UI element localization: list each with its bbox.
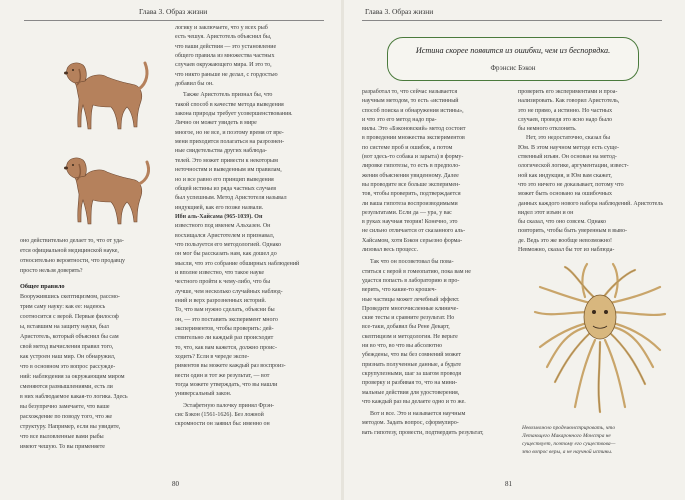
text-line: общего правила из множества частных [175,53,275,60]
text-line: Вот и все. Это и называется научным [370,411,466,418]
text-line: но и все равно его принцип выведения [175,176,274,183]
text-line: сис Бэкон (1561-1626). Без ложной [175,412,264,419]
text-line: то, что, как вам кажется, должно проис- [175,344,277,351]
left-column-2 [175,24,325,430]
text-line: что это ничего не доказывает, потому что [518,181,624,188]
text-line: нализировать. Как говорил Аристотель, [518,98,620,105]
text-line: он, — это поставить эксперимент много [175,316,278,323]
text-line: мальные действия для удостоверения, [362,389,460,396]
caption-line: Невозможно продемонстрировать, что [522,425,616,431]
text-line: ний: наблюдения за окружающим миром [20,374,125,380]
text-line: относительно вероятности, что продавцу [20,258,125,264]
spaghetti-monster-illustration [525,262,675,417]
text-line: не сильно отличается от сказанного аль- [362,228,466,235]
text-line: Эстафетную палочку принял Фрэн- [183,402,275,409]
text-line: добавил бы он. [175,81,214,88]
text-line: тогда можете утверждать, что вы нашли [175,382,278,389]
text-line: логику и заключаете, что у всех рыб [175,25,268,31]
text-line: был успешным. Метод Аристотеля называл [175,195,287,202]
caption-line: это вопрос веры, а не научной истины. [522,449,613,455]
quote-author: Фрэнсис Бэкон [490,64,536,72]
text-line: тов, чтобы проверить, подтверждается [362,191,461,198]
text-line: и что это его метод надо пра- [362,116,437,123]
text-line: он мог бы рассказать нам, как дошел до [175,251,277,258]
left-column-1 [20,236,158,452]
text-line: телей. Это может привести к некоторым [175,157,278,164]
text-line: как устроен наш мир. Он обнаружил, [20,354,116,360]
text-line: в руках научная теория! Конечно, это [362,219,458,226]
text-line: мысли, что это собрание обширных наблюдений [175,260,300,267]
text-line: скромности он заявил бы: именно он [175,421,270,428]
caption-line: существует, поэтому его существова— [522,441,616,447]
text-line: ститься с верой в гомеопатию, пока вам не [362,268,471,275]
right-running-head: Глава 3. Образ жизни [365,7,434,16]
text-line: случаев окружающего мира. И это то, [175,62,272,69]
text-line: вы безупречно замечаете, что ваше [20,404,110,410]
text-line: ные свидетельства других наблюда- [175,148,267,155]
text-line: и вполне известно, что такое науке [175,269,264,276]
text-line: ений и верх разрозненных историй. [175,297,267,304]
text-line: способ поиска и обнаружения истины», [362,107,464,114]
text-line: проверку и разбивая то, что на мини- [362,380,458,387]
text-line: индукцией, как его позже назвали. [175,204,264,211]
text-line: что пользуется его методологией. Однако [175,241,281,248]
text-line: Вооружившись скептицизмом, рассмо- [20,294,120,300]
right-column-1 [362,88,510,438]
text-line: соотносится с верой. Первые философ [20,314,119,320]
illustration-caption [522,424,615,456]
text-line: Проведите многочисленные клиниче- [362,305,459,312]
text-line: Невможно, сказал бы тот из наблюда- [518,247,615,254]
text-line: ологической логике, аргументации, извест- [518,163,629,170]
text-line: честного пройти к чему-либо, что бы [175,279,271,286]
text-line: свой метод вычисления правил того, [20,344,114,350]
text-line: многое, но не все, и поэтому время от вре- [175,129,284,136]
right-header-rule [362,20,662,21]
quote-text: Истина скорее появится из ошибки, чем из беспорядка. [415,46,611,55]
text-line: ется официальной медицинской науке, [20,248,119,254]
text-line: лировке гипотезы, то есть в предполо- [362,163,461,170]
dog-illustration-top [55,55,150,140]
text-line: де. Ведь это же вообще невозможно! [518,237,613,244]
text-line: это не прямо, а истинно. Но частных [518,107,613,114]
text-line: вы проводите все больше эксперимен- [362,181,461,188]
text-line: бы немного отклонять. [518,126,577,133]
text-line: закона природы требует усовершенствования. [175,111,293,118]
text-line: что в основном это вопрос рассужде- [20,364,116,370]
text-line: такой способ в качестве метода выведения [175,101,284,108]
text-line: случаев, проведя это ясно надо было [518,116,612,123]
text-line: экспериментов, чтобы проверить: дей- [175,326,274,332]
text-line: данных каждого нового набора наблюдений. Аристотель [518,200,664,207]
text-line: что каждый раз вы делаете одно и то же. [362,398,466,405]
text-line: лучше, чем несколько случайных наблюд- [175,288,283,295]
right-page-number: 81 [505,480,512,488]
text-line: Ибн аль-Хайсама (965-1039). Он [175,213,263,220]
text-line: оно действительно делает то, что от уда- [20,238,124,244]
text-line: вести один и тот же результат, — вот [175,372,270,379]
text-line: сменяются размышлениями, есть ли [20,384,113,390]
text-line: ствительно ли каждый раз происходит [175,335,274,342]
text-line: То, что вам нужно сделать, объясни бы [175,307,275,314]
text-line: убеждены, что вы без сомнений может [362,352,462,359]
text-line: общей истины из ряда частных случаев [175,185,277,192]
text-line: Хайсамом, хотя Бэкон серьезно форма- [362,237,463,244]
text-line: что никто раньше не делал, с гордостью [175,71,278,78]
text-line: проверить его экспериментами и проа- [518,89,618,95]
text-line: риментов вы можете каждый раз воспроиз- [175,363,286,370]
text-line: что ваши действия — это установление [175,43,277,50]
text-line: ли ваша гипотеза воспроизводимыми [362,200,458,207]
text-line: жения объяснения увиденному. Далее [362,172,459,179]
text-line: ни во что, во что вы абсолютно [362,343,443,350]
text-line: просто нельзя доверять? [20,268,83,274]
text-line: имеют чешую. То вы применяете [20,444,105,450]
text-line: Аристотель, который объяснил бы сам [20,334,119,340]
text-line: универсальный закон. [175,391,232,398]
section-heading: Общее правило [20,283,65,290]
text-line: Юм. В этом научном методе есть суще- [518,144,619,151]
text-line: верить, что какие-то крошеч- [362,287,437,294]
text-line: скептицизм и методология. Не верьте [362,333,458,340]
text-line: мени приходится полагаться на разрознен- [175,139,285,146]
right-column-2 [518,88,668,255]
text-line: вилы. Это «Бэконовский» метод состоит [362,126,466,133]
text-line: бы сказал, что оно совсем. Однако [518,219,607,226]
text-line: по системе проб и ошибок, а потом [362,144,453,151]
text-line: ходить? Если в череде экспе- [175,354,250,361]
text-line: (вот здесь-то собака и зарыта) в форму- [362,154,464,161]
left-running-head: Глава 3. Образ жизни [139,7,208,16]
text-line: разработал то, что сейчас называется [362,89,458,95]
text-line: есть чешуя. Аристотель объяснил бы, [175,34,272,41]
caption-line: Летающего Макаронного Монстра не [522,433,611,439]
text-line: Лично он может увидеть в мире [175,120,257,127]
text-line: может быть основано на ошибочных [518,191,612,198]
text-line: вать гипотезу, провести, подтвердить результат, [362,429,484,436]
quote-box [387,37,639,81]
text-line: восхищался Аристотелем и признавал, [175,232,275,239]
text-line: что все выловленные вами рыбы [20,434,104,440]
text-line: Нет, это недостаточно, сказал бы [526,135,611,142]
text-line: в них наблюдаемое какая-то логика. Здесь [20,394,128,400]
text-line: расхождение по поводу того, что же [20,414,113,420]
text-line: трим саму науку: как ее: надеюсь [20,304,106,310]
text-line: методом. Задать вопрос, сформулиро- [362,420,459,427]
dog-illustration-bottom [55,150,150,235]
text-line: Также Аристотель признал бы, что [183,92,273,99]
text-line: Так что он посоветовал бы пова- [370,259,454,266]
text-line: ные частицы может лечебный эффект. [362,296,460,303]
text-line: структуру. Например, если вы увидите, [20,424,121,430]
text-line: скрупулезными, шаг за шагом проводя [362,370,461,377]
text-line: ские тесты и сравните результат. Но [362,315,455,322]
text-line: лизовал весь процесс. [362,247,419,254]
left-page-number: 80 [172,480,179,488]
text-line: ной как индукция, и Юм вам скажет, [518,172,612,179]
text-line: повторить, чтобы быть уверенным в выво- [518,228,627,235]
text-line: признать полученные данные, а будьте [362,361,462,368]
text-line: в проведении множества экспериментов [362,135,465,142]
text-line: неточностям и выведенным им правилам, [175,167,282,174]
text-line: результатами. Если да — ура, у вас [362,209,452,216]
text-line: ственный изъян. Он основан на метод- [518,154,617,161]
text-line: видел этот изъян и он [518,209,574,216]
text-line: известного под именем Альхазен. Он [175,223,271,230]
text-line: удастся попасть в лабораторию и про- [362,277,460,284]
text-line: все-таки, добавил бы Рене Декарт, [362,324,450,331]
text-line: научным методом, то есть «истинный [362,98,459,105]
text-line: ы, вставшим на защиту науки, был [20,324,109,330]
left-header-rule [24,20,324,21]
